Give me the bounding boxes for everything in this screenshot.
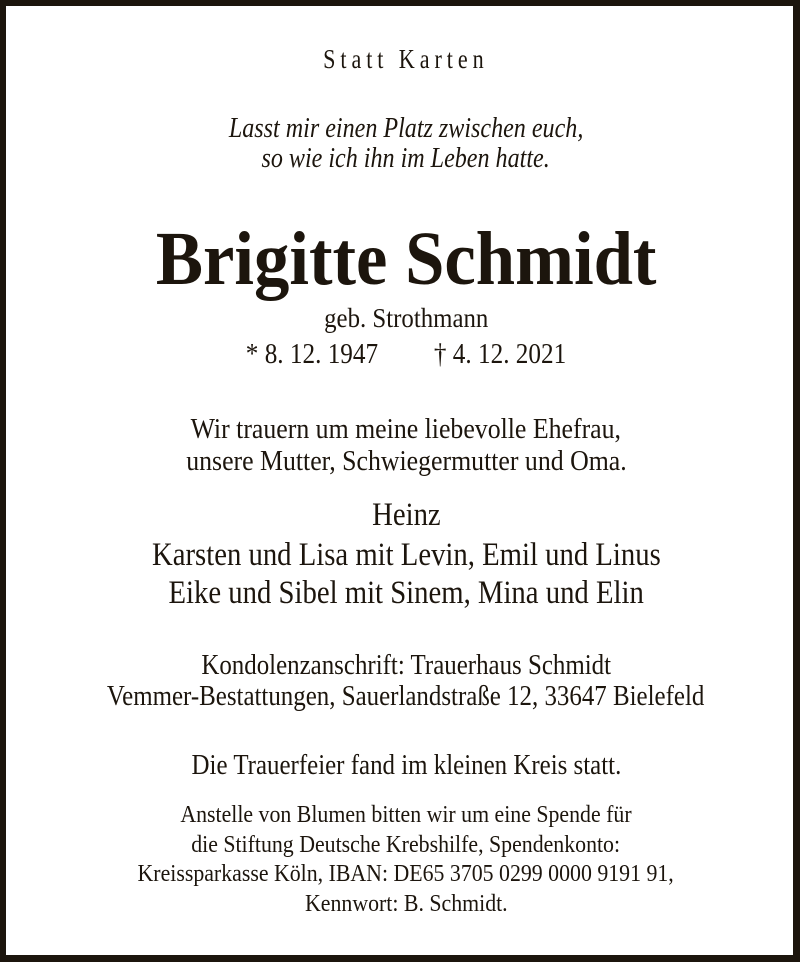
- deceased-name-text: Brigitte Schmidt: [155, 217, 657, 301]
- donation-line-2: [6, 833, 800, 857]
- quote-line-2: [6, 145, 800, 173]
- condolence-text-1: Kondolenzanschrift: Trauerhaus Schmidt: [201, 650, 611, 681]
- funeral-note-text: Die Trauerfeier fand im kleinen Kreis statt.: [191, 750, 621, 781]
- death-date: † 4. 12. 2021: [433, 339, 567, 370]
- header-statt-karten: [6, 46, 800, 73]
- maiden-name: [6, 305, 800, 332]
- family-text-2: Karsten und Lisa mit Levin, Emil und Linus: [151, 537, 661, 573]
- family-line-2: [6, 539, 800, 572]
- condolence-text-2: Vemmer-Bestattungen, Sauerlandstraße 12, 33647 Bielefeld: [107, 681, 705, 712]
- family-text-1: Heinz: [371, 497, 441, 533]
- life-dates-row: [246, 341, 566, 369]
- donation-line-4: [6, 892, 800, 916]
- mourning-text-1: Wir trauern um meine liebevolle Ehefrau,: [190, 413, 622, 445]
- donation-text-2: die Stiftung Deutsche Krebshilfe, Spendenkonto:: [191, 832, 621, 858]
- quote-text-2: so wie ich ihn im Leben hatte.: [261, 143, 551, 174]
- birth-date: * 8. 12. 1947: [245, 339, 379, 370]
- family-line-3: [6, 577, 800, 610]
- maiden-name-text: geb. Strothmann: [323, 303, 489, 333]
- deceased-name: [6, 217, 800, 301]
- family-line-1: [6, 499, 800, 532]
- funeral-note: [6, 752, 800, 780]
- donation-text-4: Kennwort: B. Schmidt.: [304, 891, 508, 917]
- quote-line-1: [6, 115, 800, 143]
- donation-text-3: Kreissparkasse Köln, IBAN: DE65 3705 0299 0000 9191 91,: [137, 861, 675, 887]
- family-text-3: Eike und Sibel mit Sinem, Mina und Elin: [168, 575, 644, 611]
- header-text: Statt Karten: [323, 44, 489, 74]
- condolence-line-2: [6, 683, 800, 711]
- mourning-line-2: [6, 447, 800, 476]
- donation-line-1: [6, 803, 800, 827]
- condolence-line-1: [6, 652, 800, 680]
- quote-text-1: Lasst mir einen Platz zwischen euch,: [228, 113, 584, 144]
- mourning-text-2: unsere Mutter, Schwiegermutter und Oma.: [185, 445, 627, 477]
- mourning-line-1: [6, 415, 800, 444]
- donation-line-3: [6, 862, 800, 886]
- life-dates: [6, 341, 800, 369]
- donation-text-1: Anstelle von Blumen bitten wir um eine Spende für: [180, 802, 632, 828]
